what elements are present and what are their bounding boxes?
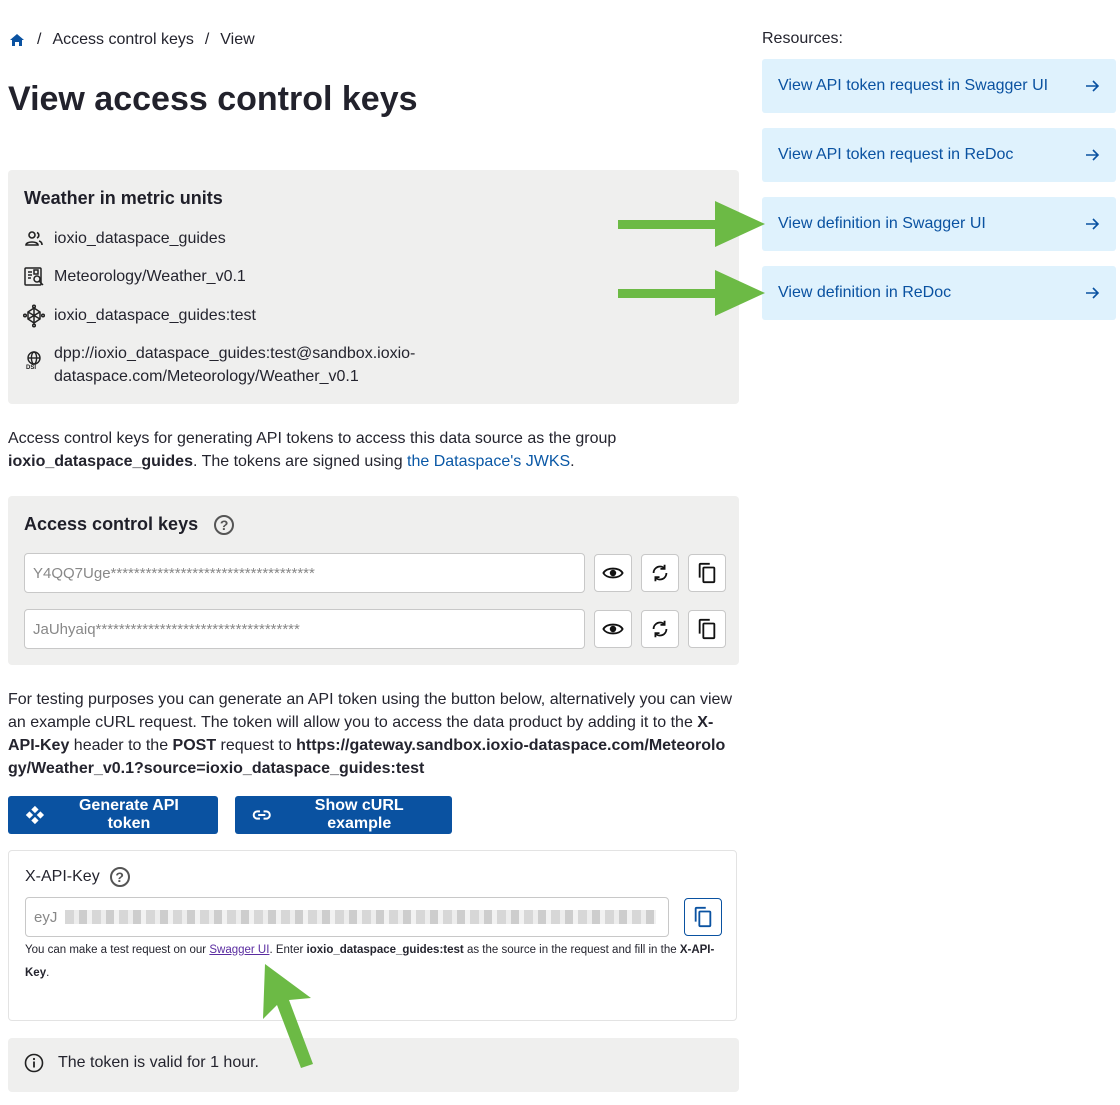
dsi-line-2: dataspace.com/Meteorology/Weather_v0.1: [54, 368, 359, 385]
testing-header: X-API-Key: [8, 714, 714, 754]
token-validity-panel: [8, 1038, 739, 1092]
hint-source: ioxio_dataspace_guides:test: [306, 944, 464, 956]
key-row: [24, 553, 726, 593]
breadcrumb-current: View: [220, 31, 255, 48]
eye-icon: [602, 562, 624, 584]
hint-text: You can make a test request on our: [25, 944, 210, 956]
arrow-right-icon: [1084, 147, 1100, 163]
hint-text: . Enter: [269, 944, 307, 956]
description-text: . The tokens are signed using: [192, 453, 408, 470]
rotate-key-button[interactable]: [641, 554, 679, 592]
generate-label: Generate API token: [78, 797, 179, 832]
help-icon[interactable]: ?: [110, 867, 130, 887]
testing-text: header to the: [69, 737, 173, 754]
testing-text: For testing purposes you can generate an API token using the button below, alternatively you can view an example cURL request. The token will allow you to access the data product by adding it to the: [8, 691, 733, 731]
blurred-token: [65, 910, 656, 924]
definition-icon: [22, 265, 46, 289]
source-row: [22, 304, 256, 328]
group-icon: [22, 227, 46, 251]
arrow-right-icon: [1084, 216, 1100, 232]
reveal-key-button[interactable]: [594, 610, 632, 648]
annotation-arrow-icon: [615, 267, 767, 319]
testing-description: [8, 688, 733, 780]
api-key-field[interactable]: [25, 897, 669, 937]
resources-title: Resources:: [762, 30, 843, 47]
refresh-icon: [649, 618, 671, 640]
keys-title: Access control keys: [24, 514, 199, 534]
resource-link-label: View API token request in Swagger UI: [778, 77, 1049, 94]
description-group: ioxio_dataspace_guides: [8, 453, 193, 470]
copy-token-button[interactable]: [684, 898, 722, 936]
copy-key-button[interactable]: [688, 554, 726, 592]
info-icon: [24, 1053, 44, 1073]
jwks-link[interactable]: the Dataspace's JWKS: [407, 453, 571, 470]
validity-row: [24, 1053, 259, 1073]
resource-link-definition-redoc[interactable]: [762, 266, 1116, 320]
definition-name: Meteorology/Weather_v0.1: [54, 268, 246, 285]
home-icon[interactable]: [8, 31, 26, 49]
source-name: ioxio_dataspace_guides:test: [54, 307, 256, 324]
api-key-heading: [25, 867, 130, 887]
resource-link-label: View definition in Swagger UI: [778, 215, 986, 232]
breadcrumb-access-control-keys[interactable]: Access control keys: [52, 31, 194, 48]
resource-link-token-swagger[interactable]: [762, 59, 1116, 113]
copy-icon: [696, 618, 718, 640]
resource-link-label: View definition in ReDoc: [778, 284, 952, 301]
generate-api-token-button[interactable]: [8, 796, 218, 834]
reveal-key-button[interactable]: [594, 554, 632, 592]
group-row: [22, 227, 226, 251]
eye-icon: [602, 618, 624, 640]
copy-key-button[interactable]: [688, 610, 726, 648]
description-text: Access control keys for generating API tokens to access this data source as the group: [8, 430, 617, 447]
copy-icon: [696, 562, 718, 584]
description-text: .: [570, 453, 575, 470]
swagger-ui-link[interactable]: Swagger UI: [209, 944, 270, 956]
hint-key: X-API-Key: [25, 944, 715, 979]
validity-text: The token is valid for 1 hour.: [58, 1054, 259, 1071]
page-title: View access control keys: [8, 80, 418, 118]
rotate-key-button[interactable]: [641, 610, 679, 648]
copy-icon: [692, 906, 714, 928]
api-key-card: [8, 850, 737, 1021]
annotation-arrow-icon: [255, 962, 325, 1072]
group-name: ioxio_dataspace_guides: [54, 230, 226, 247]
arrow-right-icon: [1084, 285, 1100, 301]
generate-icon: [24, 804, 46, 826]
breadcrumb-separator: /: [204, 31, 210, 48]
resource-link-label: View API token request in ReDoc: [778, 146, 1014, 163]
access-key-field-1[interactable]: [24, 553, 585, 593]
access-control-keys-panel: [8, 496, 739, 665]
arrow-right-icon: [1084, 78, 1100, 94]
dsi-row: [22, 342, 415, 388]
globe-icon: [22, 350, 46, 374]
data-source-title: Weather in metric units: [24, 188, 223, 208]
source-icon: [22, 304, 46, 328]
testing-method: POST: [172, 737, 217, 754]
curl-label: Show cURL example: [314, 797, 404, 832]
hint-text: .: [46, 967, 50, 979]
breadcrumb-separator: /: [37, 31, 42, 48]
dsi-line-1: dpp://ioxio_dataspace_guides:test@sandbox.ioxio-: [54, 345, 416, 362]
access-keys-description: [8, 427, 728, 473]
swagger-hint: [25, 939, 725, 985]
annotation-arrow-icon: [615, 198, 767, 250]
testing-url: https://gateway.sandbox.ioxio-dataspace.com/Meteorology/Weather_v0.1?source=ioxio_dataspace_guides:test: [8, 737, 726, 777]
token-prefix: eyJ: [34, 908, 58, 926]
keys-heading: [24, 514, 234, 535]
access-key-field-2[interactable]: [24, 609, 585, 649]
api-key-label: X-API-Key: [25, 868, 100, 885]
resource-link-definition-swagger[interactable]: [762, 197, 1116, 251]
breadcrumb: [8, 28, 255, 52]
show-curl-example-button[interactable]: [235, 796, 452, 834]
dsi-value: [54, 342, 415, 388]
definition-row: [22, 265, 246, 289]
key-row: [24, 609, 726, 649]
refresh-icon: [649, 562, 671, 584]
resource-link-token-redoc[interactable]: [762, 128, 1116, 182]
testing-text: request to: [216, 737, 297, 754]
dsi-badge: DSI: [26, 365, 37, 371]
hint-text: as the source in the request and fill in the: [463, 944, 680, 956]
help-icon[interactable]: ?: [214, 515, 234, 535]
link-icon: [251, 804, 273, 826]
